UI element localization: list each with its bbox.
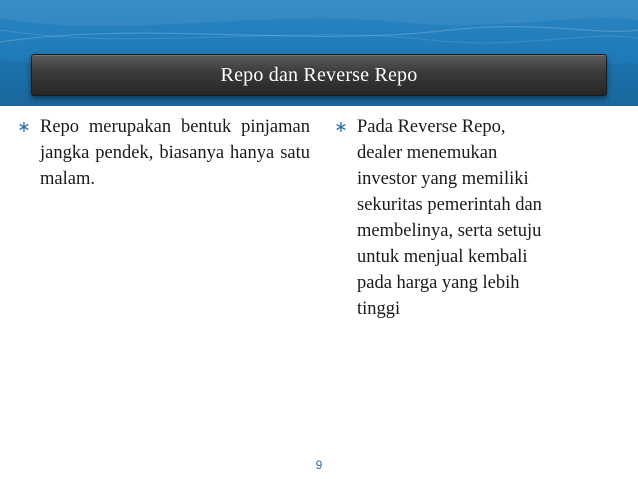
right-bullet-line: investor yang memiliki (357, 169, 529, 189)
right-bullet-line: sekuritas pemerintah dan (357, 195, 542, 215)
slide-title: Repo dan Reverse Repo (220, 64, 418, 86)
right-bullet-line: Pada Reverse Repo, (357, 117, 506, 137)
right-bullet-line: untuk menjual kembali (357, 247, 528, 267)
right-bullet-line: pada harga yang lebih (357, 273, 520, 293)
right-bullet-item (331, 114, 601, 322)
title-bar (31, 54, 607, 96)
left-bullet-text: Repo merupakan bentuk pinjaman jangka pendek, biasanya hanya satu malam. (40, 117, 310, 189)
left-column (14, 114, 310, 192)
right-bullet-line: tinggi (357, 299, 401, 319)
asterisk-bullet-icon: ∗ (17, 117, 31, 136)
page-number: 9 (315, 458, 323, 472)
right-bullet-line: dealer menemukan (357, 143, 498, 163)
right-column (331, 114, 601, 322)
left-bullet-item (14, 114, 310, 192)
asterisk-bullet-icon: ∗ (334, 117, 348, 136)
right-bullet-line: membelinya, serta setuju (357, 221, 542, 241)
